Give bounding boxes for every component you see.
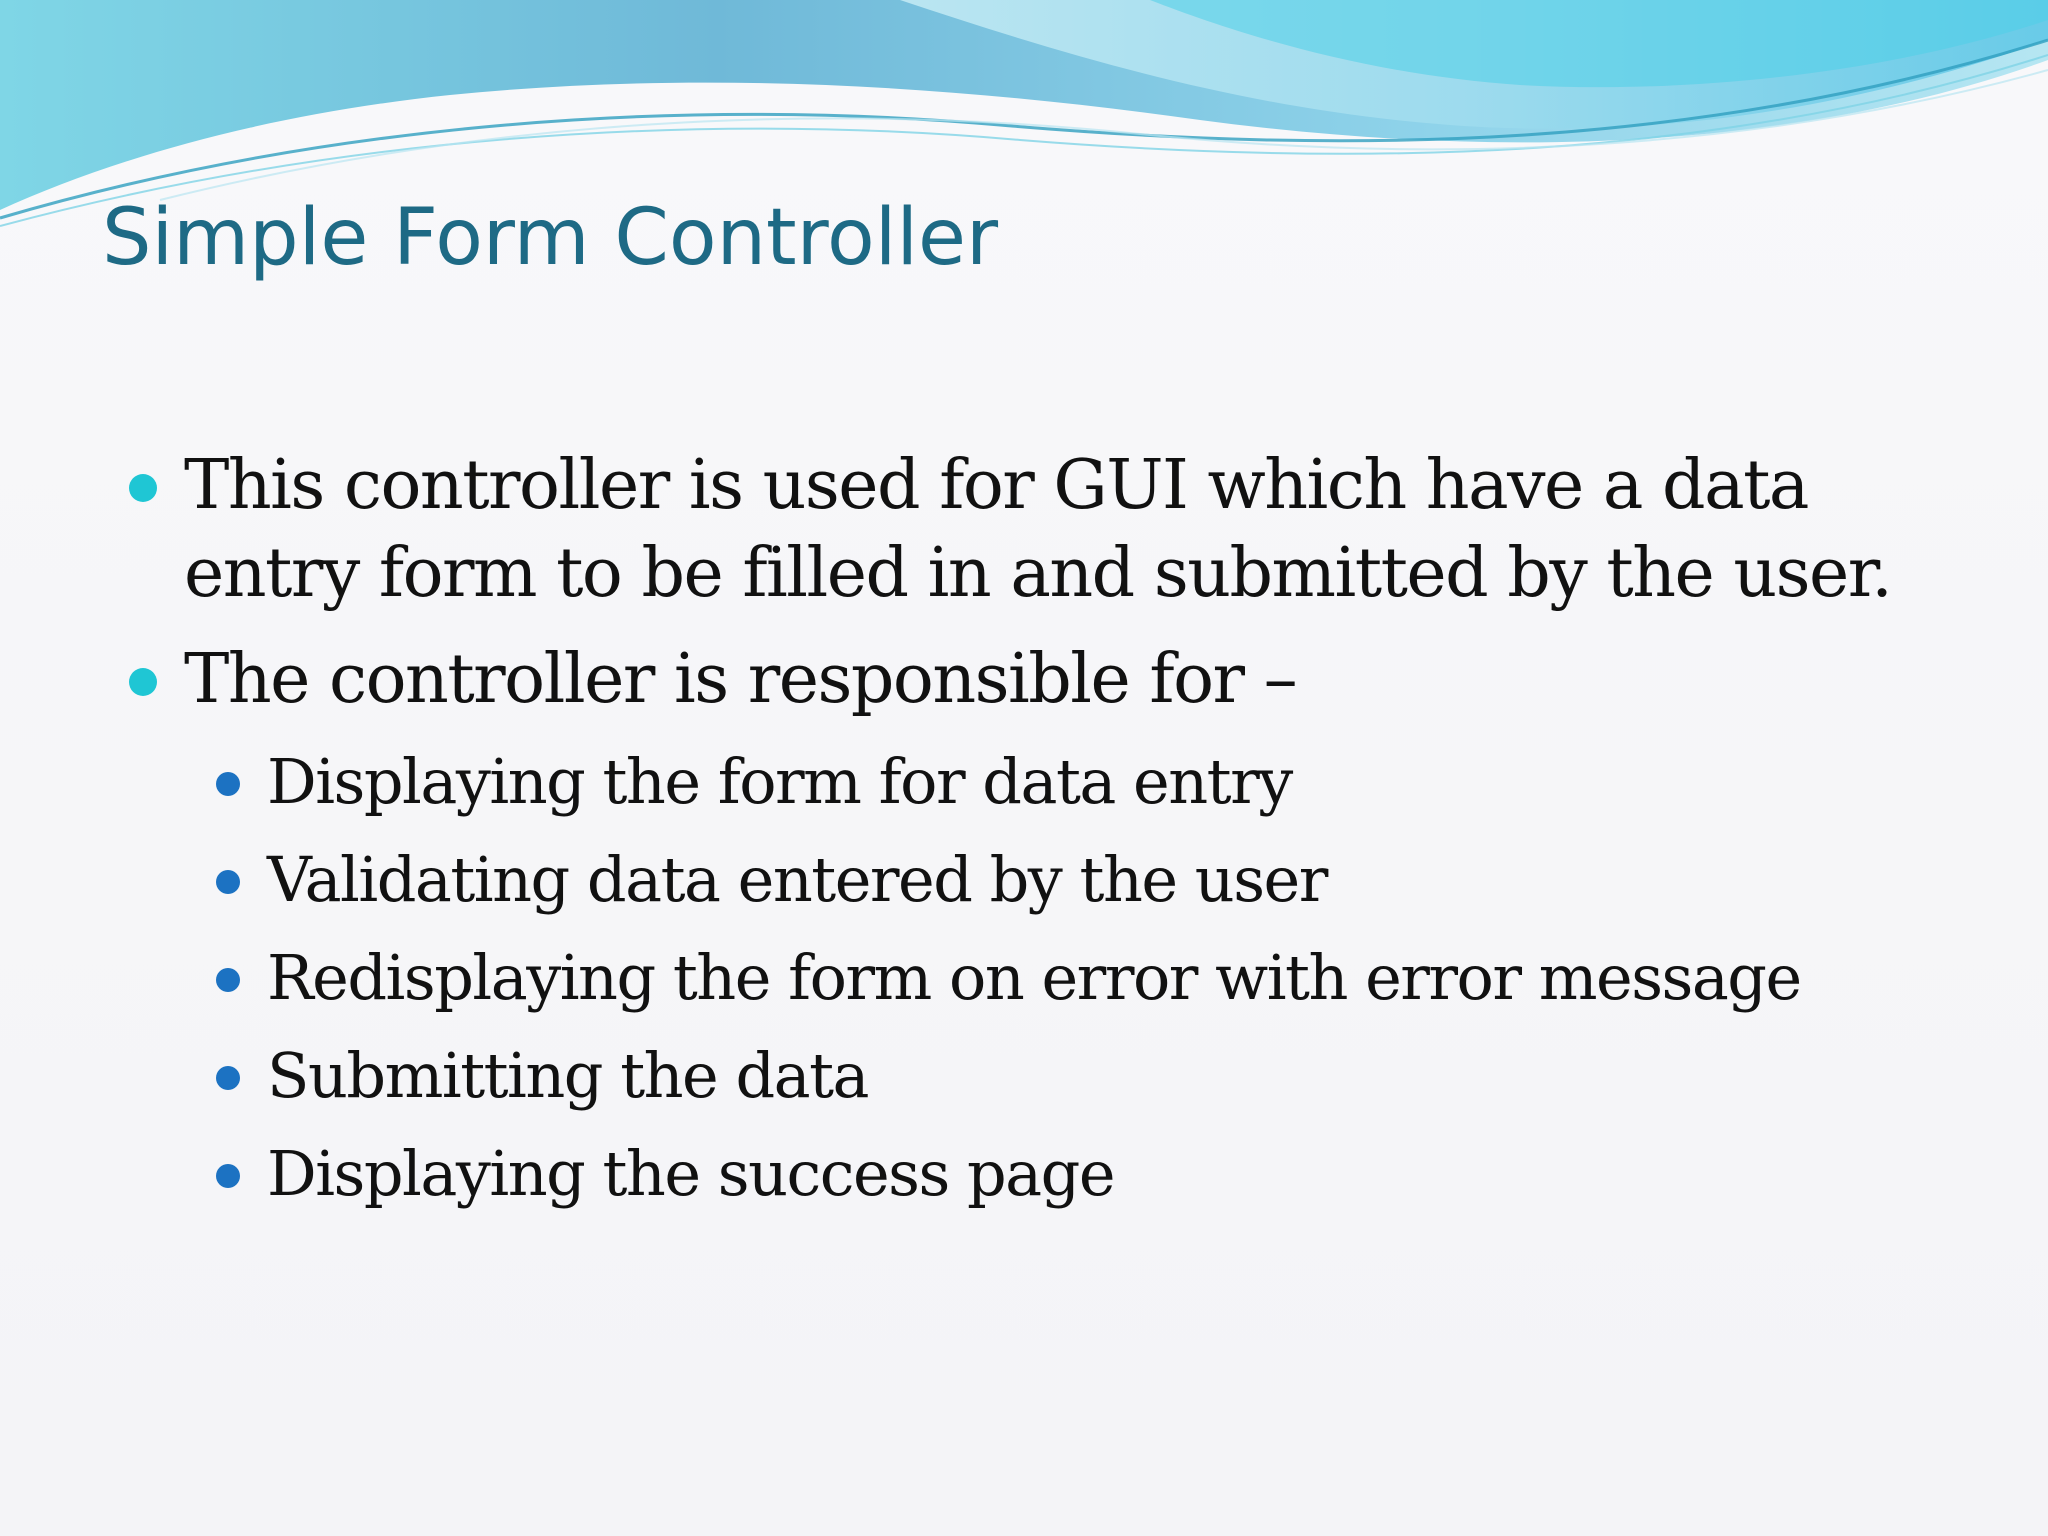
sub-bullet-dot-icon [216,1164,240,1188]
bullet-text: This controller is used for GUI which have a data entry form to be filled in and submitted by the user. [184,446,1892,613]
sub-bullet-item [0,742,2048,822]
sub-bullet-text: Redisplaying the form on error with error message [267,941,1801,1014]
sub-bullet-dot-icon [216,968,240,992]
bullet-item [0,442,2048,618]
sub-bullet-text: Displaying the success page [267,1137,1115,1210]
bullet-text: The controller is responsible for – [184,640,1297,719]
sub-bullet-item [0,1036,2048,1116]
bullet-item [0,636,2048,724]
sub-bullet-text: Validating data entered by the user [267,843,1327,916]
bullet-list [0,442,2048,1232]
sub-bullet-item [0,938,2048,1018]
sub-bullet-item [0,840,2048,920]
sub-bullet-dot-icon [216,870,240,894]
sub-bullet-dot-icon [216,1066,240,1090]
sub-bullet-dot-icon [216,772,240,796]
bullet-dot-icon [129,474,157,502]
sub-bullet-text: Displaying the form for data entry [267,745,1292,818]
bullet-dot-icon [129,668,157,696]
sub-bullet-item [0,1134,2048,1214]
slide-title: Simple Form Controller [102,193,999,283]
sub-bullet-text: Submitting the data [267,1039,868,1112]
